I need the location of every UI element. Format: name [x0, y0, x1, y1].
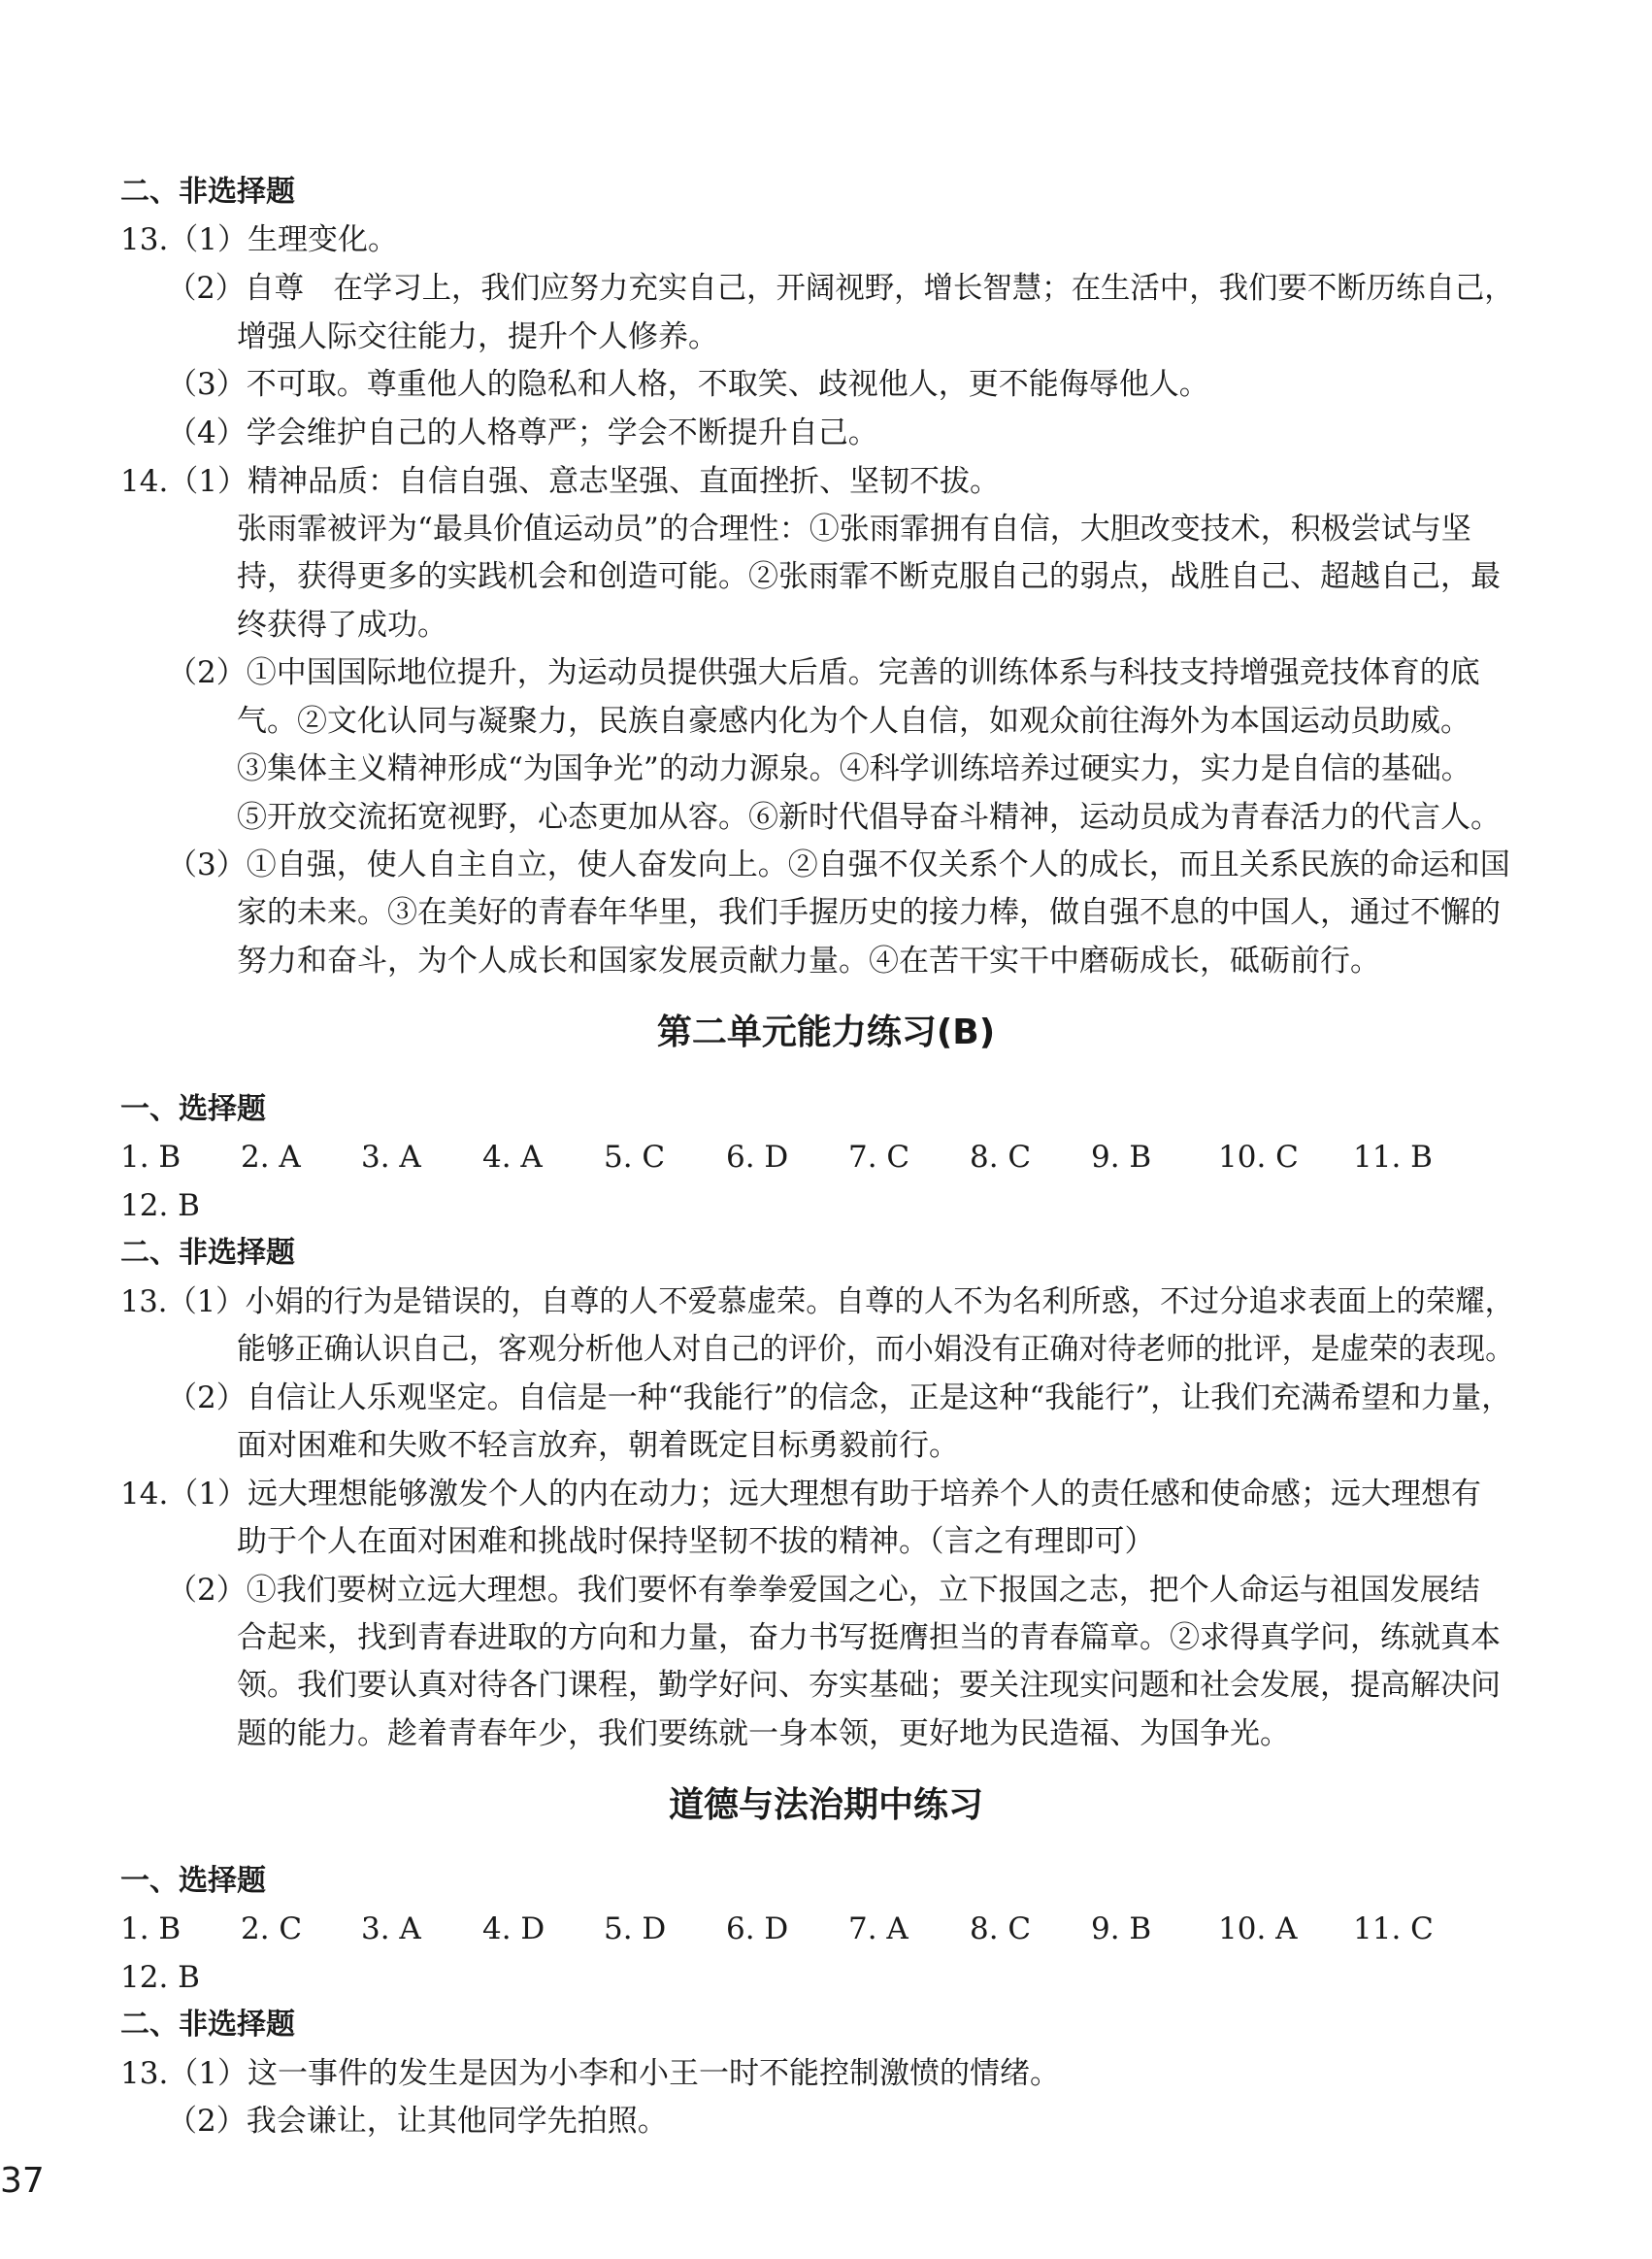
answer-item: 7. C: [848, 1140, 910, 1175]
text-line: 领。我们要认真对待各门课程，勤学好问、夯实基础；要关注现实问题和社会发展，提高解决问: [237, 1668, 1501, 1703]
answer-item: 9. B: [1091, 1911, 1152, 1946]
text-line: 13.（1）这一事件的发生是因为小李和小王一时不能控制激愤的情绪。: [120, 2056, 1061, 2091]
section2-title: 第二单元能力练习(B): [656, 1013, 996, 1052]
section3-nonchoice-heading: 二、非选择题: [120, 2008, 295, 2042]
text-line: （3）①自强，使人自主自立，使人奋发向上。②自强不仅关系个人的成长，而且关系民族的命运和国: [167, 847, 1510, 882]
section2-nonchoice-heading: 二、非选择题: [120, 1236, 295, 1270]
answer-item: 5. C: [604, 1140, 666, 1175]
answer-item: 6. D: [726, 1140, 789, 1175]
text-line: （2）我会谦让，让其他同学先拍照。: [167, 2104, 668, 2139]
text-line: 终获得了成功。: [237, 608, 447, 643]
text-line: 持，获得更多的实践机会和创造可能。②张雨霏不断克服自己的弱点，战胜自己、超越自己，最: [237, 559, 1501, 594]
text-line: （2）①中国国际地位提升，为运动员提供强大后盾。完善的训练体系与科技支持增强竞技体育的底: [167, 655, 1480, 690]
answer-item: 3. A: [361, 1911, 421, 1946]
section3-choice-heading: 一、选择题: [120, 1864, 266, 1898]
text-line: 14.（1）精神品质：自信自强、意志坚强、直面挫折、坚韧不拔。: [120, 464, 1001, 499]
text-line: ③集体主义精神形成“为国争光”的动力源泉。④科学训练培养过硬实力，实力是自信的基础。: [237, 751, 1471, 786]
answer-item: 11. C: [1353, 1911, 1434, 1946]
text-line: 13.（1）小娟的行为是错误的，自尊的人不爱慕虚荣。自尊的人不为名利所惑，不过分追求表面上的荣耀，: [120, 1284, 1515, 1319]
answer-item: 1. B: [120, 1140, 182, 1175]
section1-nonchoice-heading: 二、非选择题: [120, 175, 295, 209]
section3-title: 道德与法治期中练习: [668, 1785, 983, 1825]
answer-item: 4. A: [482, 1140, 543, 1175]
answer-item: 1. B: [120, 1911, 182, 1946]
text-line: 题的能力。趁着青春年少，我们要练就一身本领，更好地为民造福、为国争光。: [237, 1716, 1290, 1751]
answer-item: 5. D: [604, 1911, 667, 1946]
text-line: 努力和奋斗，为个人成长和国家发展贡献力量。④在苦干实干中磨砺成长，砥砺前行。: [237, 944, 1380, 979]
answer-item: 8. C: [970, 1140, 1032, 1175]
answer-item: 6. D: [726, 1911, 789, 1946]
text-line: （2）①我们要树立远大理想。我们要怀有拳拳爱国之心，立下报国之志，把个人命运与祖国发展结: [167, 1573, 1480, 1608]
text-line: 能够正确认识自己，客观分析他人对自己的评价，而小娟没有正确对待老师的批评，是虚荣的表现。: [237, 1332, 1514, 1367]
text-line: 13.（1）生理变化。: [120, 222, 399, 257]
answer-item: 4. D: [482, 1911, 545, 1946]
text-line: 家的未来。③在美好的青春年华里，我们手握历史的接力棒，做自强不息的中国人，通过不懈的: [237, 895, 1501, 930]
text-line: 合起来，找到青春进取的方向和力量，奋力书写挺膺担当的青春篇章。②求得真学问，练就真本: [237, 1620, 1501, 1655]
text-line: 张雨霏被评为“最具价值运动员”的合理性：①张雨霏拥有自信，大胆改变技术，积极尝试与坚: [237, 512, 1471, 547]
page-number: 37: [0, 2161, 45, 2201]
answer-item: 10. A: [1218, 1911, 1298, 1946]
text-line: 增强人际交往能力，提升个人修养。: [237, 319, 718, 354]
answer-item: 12. B: [120, 1188, 200, 1223]
text-line: （3）不可取。尊重他人的隐私和人格，不取笑、歧视他人，更不能侮辱他人。: [167, 367, 1209, 402]
answer-item: 2. C: [241, 1911, 303, 1946]
text-line: （2）自尊 在学习上，我们应努力充实自己，开阔视野，增长智慧；在生活中，我们要不断历练自己，: [167, 271, 1514, 306]
text-line: 助于个人在面对困难和挑战时保持坚韧不拔的精神。（言之有理即可）: [237, 1524, 1155, 1559]
text-line: （4）学会维护自己的人格尊严；学会不断提升自己。: [167, 415, 878, 450]
answer-item: 10. C: [1218, 1140, 1299, 1175]
text-line: 气。②文化认同与凝聚力，民族自豪感内化为个人自信，如观众前往海外为本国运动员助威。: [237, 704, 1470, 739]
answer-item: 11. B: [1353, 1140, 1433, 1175]
answer-item: 8. C: [970, 1911, 1032, 1946]
text-line: （2）自信让人乐观坚定。自信是一种“我能行”的信念，正是这种“我能行”，让我们充满希望和力量，: [167, 1380, 1512, 1415]
answer-item: 2. A: [241, 1140, 301, 1175]
answer-item: 9. B: [1091, 1140, 1152, 1175]
answer-item: 12. B: [120, 1960, 200, 1995]
answer-item: 3. A: [361, 1140, 421, 1175]
answer-item: 7. A: [848, 1911, 909, 1946]
text-line: 14.（1）远大理想能够激发个人的内在动力；远大理想有助于培养个人的责任感和使命感；远大理想有: [120, 1477, 1482, 1512]
text-line: ⑤开放交流拓宽视野，心态更加从容。⑥新时代倡导奋斗精神，运动员成为青春活力的代言人。: [237, 800, 1501, 835]
section2-choice-heading: 一、选择题: [120, 1092, 266, 1126]
text-line: 面对困难和失败不轻言放弃，朝着既定目标勇毅前行。: [237, 1428, 959, 1463]
